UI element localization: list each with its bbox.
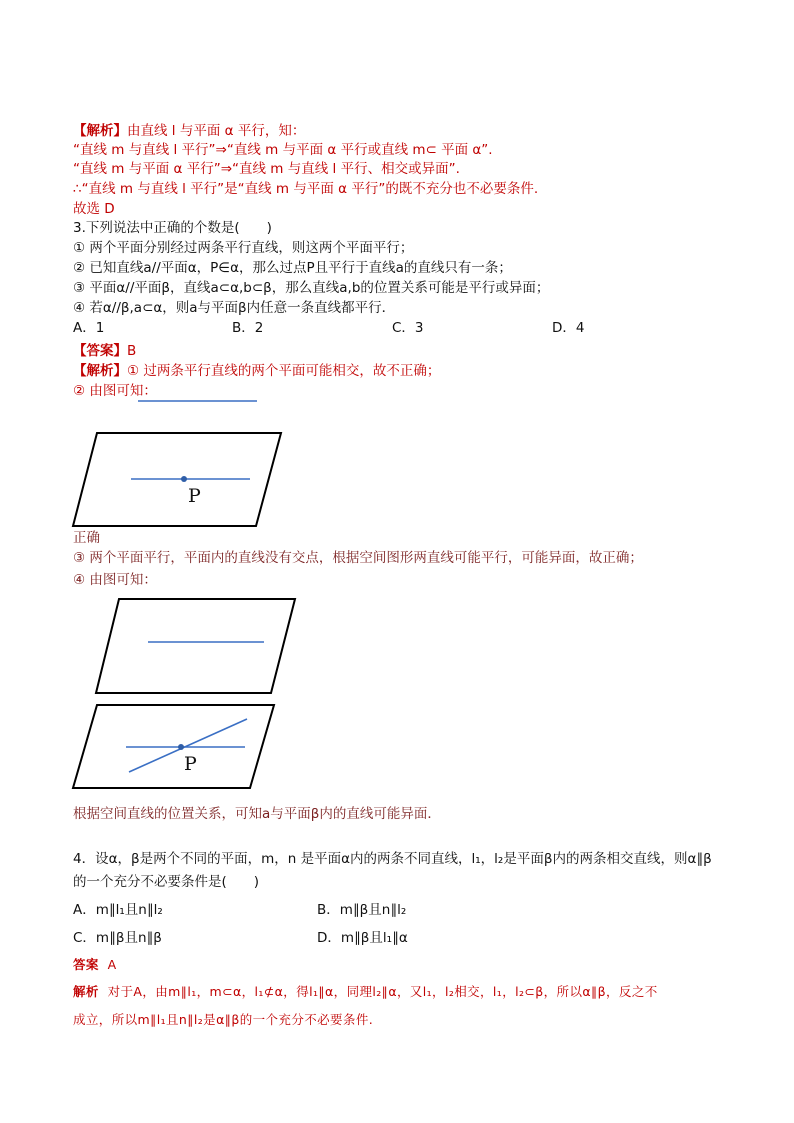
- analysis-tag: 解析: [73, 984, 99, 999]
- plane-alpha-upper: [96, 599, 295, 693]
- q3-statement-2: ② 已知直线a//平面α，P∈α，那么过点P且平行于直线a的直线只有一条；: [73, 260, 512, 276]
- answer-tag: 答案: [73, 957, 99, 972]
- q3-analysis-1: ① 过两条平行直线的两个平面可能相交，故不正确；: [127, 363, 441, 379]
- q4-answer: A: [107, 957, 117, 972]
- q3-analysis-2: ② 由图可知：: [73, 383, 157, 399]
- solution-conclusion: 故选 D: [73, 201, 115, 217]
- analysis-intro: 由直线 l 与平面 α 平行，知：: [127, 123, 306, 139]
- solution-line-3: ∴“直线 m 与直线 l 平行”是“直线 m 与平面 α 平行”的既不充分也不必要条件.: [73, 181, 539, 197]
- solution-line-2: “直线 m 与平面 α 平行”⇒“直线 m 与直线 l 平行、相交或异面”.: [73, 161, 460, 177]
- q4-analysis-2: 成立，所以m∥l₁且n∥l₂是α∥β的一个充分不必要条件.: [73, 1012, 374, 1027]
- point-p: [181, 476, 187, 482]
- q3-statement-4: ④ 若α//β,a⊂α，则a与平面β内任意一条直线都平行．: [73, 300, 396, 316]
- figure-plane-with-point: [70, 395, 290, 530]
- answer-tag: 【答案】: [73, 343, 127, 359]
- q4-option-a: A．m∥l₁且n∥l₂: [73, 902, 163, 918]
- q4-option-c: C．m∥β且n∥β: [73, 930, 162, 946]
- q4-stem-2: 的一个充分不必要条件是( ): [73, 874, 260, 890]
- point-p: [178, 744, 184, 750]
- q3-analysis-3: ③ 两个平面平行，平面内的直线没有交点，根据空间图形两直线可能平行，可能异面，故正确；: [73, 550, 643, 566]
- q4-stem-1: 4．设α，β是两个不同的平面，m，n 是平面α内的两条不同直线，l₁，l₂是平面β内的两条相交直线，则α∥β: [73, 851, 712, 867]
- q3-option-d: D．4: [552, 320, 585, 336]
- q4-analysis-1: 对于A，由m∥l₁，m⊂α，l₁⊄α，得l₁∥α，同理l₂∥α，又l₁，l₂相交，l₁，l₂⊂β，所以α∥β，反之不: [107, 984, 658, 999]
- q3-statement-3: ③ 平面α//平面β，直线a⊂α,b⊂β，那么直线a,b的位置关系可能是平行或异面；: [73, 280, 550, 296]
- q3-analysis-5: 根据空间直线的位置关系，可知a与平面β内的直线可能异面．: [73, 806, 441, 822]
- q3-statement-1: ① 两个平面分别经过两条平行直线，则这两个平面平行；: [73, 240, 414, 256]
- analysis-tag: 【解析】: [73, 123, 127, 139]
- q3-analysis-4: ④ 由图可知：: [73, 572, 157, 588]
- q3-option-b: B．2: [232, 320, 264, 336]
- q3-option-a: A．1: [73, 320, 105, 336]
- q4-analysis-line-1: [73, 983, 658, 1001]
- q3-stem: 3.下列说法中正确的个数是( ): [73, 220, 272, 236]
- q4-answer-line: [73, 956, 117, 974]
- q3-correct-note: 正确: [73, 530, 100, 546]
- point-p-label: P: [184, 753, 197, 775]
- q3-option-c: C．3: [392, 320, 424, 336]
- q4-option-d: D．m∥β且l₁∥α: [317, 930, 408, 946]
- solution-line-1: “直线 m 与直线 l 平行”⇒“直线 m 与平面 α 平行或直线 m⊂ 平面 α”.: [73, 142, 493, 158]
- q4-option-b: B．m∥β且n∥l₂: [317, 902, 407, 918]
- q3-answer: B: [127, 343, 137, 359]
- solution-intro-line: [73, 122, 305, 140]
- point-p-label: P: [188, 485, 201, 507]
- q3-answer-line: [73, 342, 136, 360]
- analysis-tag: 【解析】: [73, 363, 127, 379]
- q3-analysis-line-1: [73, 362, 440, 380]
- figure-two-planes: [70, 595, 302, 795]
